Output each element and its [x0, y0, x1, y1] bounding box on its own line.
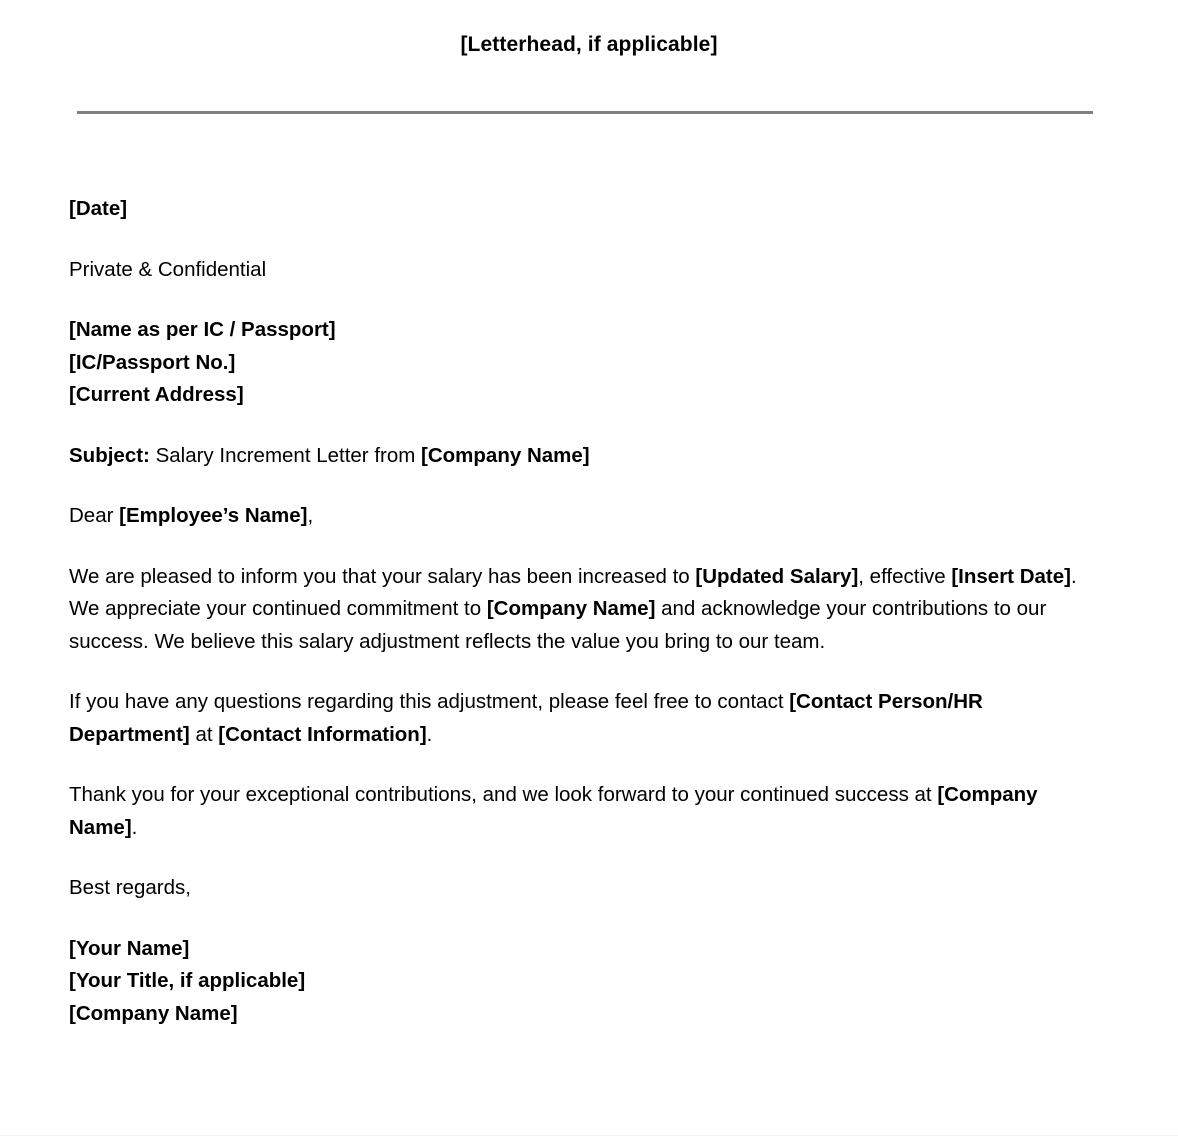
recipient-name-line: [Name as per IC / Passport] — [69, 318, 336, 341]
contact-information-placeholder: [Contact Information] — [218, 722, 427, 746]
recipient-id-line: [IC/Passport No.] — [69, 350, 236, 374]
date-block — [69, 193, 1091, 226]
closing-block — [69, 872, 1091, 905]
signature-name-line: [Your Name] — [69, 936, 190, 960]
salutation-block — [69, 500, 1091, 533]
paragraph1-part1: We are pleased to inform you that your salary has been increased to — [69, 564, 696, 588]
date-line: [Date] — [69, 197, 128, 220]
signature-block — [69, 933, 1091, 1031]
letterhead-title: [Letterhead, if applicable] — [460, 33, 718, 56]
company-name-placeholder-p1: [Company Name] — [486, 597, 656, 620]
paragraph3-part1: Thank you for your exceptional contributions, and we look forward to your continued success at — [69, 783, 938, 806]
paragraph2-part2: at — [189, 722, 219, 746]
paragraph3-part2: . — [131, 815, 138, 839]
salutation-punctuation: , — [307, 504, 314, 527]
subject-label: Subject: — [69, 443, 150, 467]
subject-company-placeholder: [Company Name] — [421, 443, 590, 467]
recipient-block — [69, 314, 1091, 412]
paragraph1-part4: and acknowledge your contributions to our success. We believe this salary adjustment reflects the value you bring to our team. — [69, 597, 1047, 653]
company-name-placeholder-p3: [Company Name] — [69, 783, 1038, 839]
signature-title-line: [Your Title, if applicable] — [69, 969, 306, 992]
header-divider-rule — [77, 111, 1093, 114]
closing-line: Best regards, — [69, 876, 191, 899]
confidentiality-block — [69, 254, 1091, 287]
subject-text: Salary Increment Letter from — [149, 443, 422, 467]
paragraph1-part3: . We appreciate your continued commitment to — [69, 564, 1077, 620]
confidentiality-line: Private & Confidential — [69, 257, 267, 281]
paragraph2-part1: If you have any questions regarding this adjustment, please feel free to contact — [69, 690, 790, 713]
recipient-address-line: [Current Address] — [69, 383, 244, 406]
subject-block — [69, 440, 1091, 473]
signature-company-line: [Company Name] — [69, 1001, 238, 1025]
contact-person-placeholder: [Contact Person/HR Department] — [69, 690, 983, 746]
paragraph-contact-info — [69, 686, 1091, 751]
updated-salary-placeholder: [Updated Salary] — [695, 564, 859, 588]
salutation-greeting: Dear — [69, 504, 120, 527]
insert-date-placeholder: [Insert Date] — [951, 564, 1071, 588]
paragraph2-part3: . — [426, 722, 433, 746]
paragraph1-part2: , effective — [858, 564, 952, 588]
paragraph-thank-you — [69, 779, 1091, 844]
paragraph-salary-increase — [69, 561, 1091, 659]
letter-body — [69, 193, 1091, 1030]
salutation-employee-name-placeholder: [Employee’s Name] — [119, 504, 308, 527]
